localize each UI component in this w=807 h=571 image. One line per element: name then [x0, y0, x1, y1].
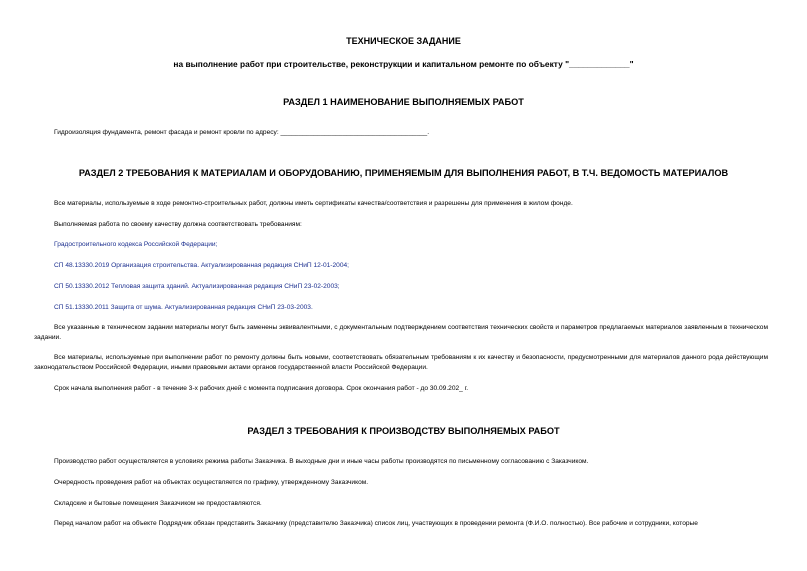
section-3-paragraph-1: Производство работ осуществляется в условиях режима работы Заказчика. В выходные дни и иные часы работы производятся по письменному согласованию с Заказчиком.	[54, 458, 589, 465]
link-sp-50[interactable]: СП 50.13330.2012 Тепловая защита зданий. Актуализированная редакция СНиП 23-02-2003;	[54, 283, 340, 290]
section-3-paragraph-3: Складские и бытовые помещения Заказчиком не предоставляются.	[54, 500, 262, 507]
document-title: ТЕХНИЧЕСКОЕ ЗАДАНИЕ	[346, 36, 461, 46]
link-sp-48[interactable]: СП 48.13330.2019 Организация строительства. Актуализированная редакция СНиП 12-01-2004;	[54, 262, 350, 269]
section-1-text: Гидроизоляция фундамента, ремонт фасада и ремонт кровли по адресу: ________________________________________.	[54, 129, 430, 136]
section-2-paragraph-1: Все материалы, используемые в ходе ремонтно-строительных работ, должны иметь сертификаты качества/соответствия и разрешены для применения в жилом фонде.	[54, 200, 573, 207]
link-sp-51[interactable]: СП 51.13330.2011 Защита от шума. Актуализированная редакция СНиП 23-03-2003.	[54, 304, 313, 311]
section-2-heading: РАЗДЕЛ 2 ТРЕБОВАНИЯ К МАТЕРИАЛАМ И ОБОРУДОВАНИЮ, ПРИМЕНЯЕМЫМ ДЛЯ ВЫПОЛНЕНИЯ РАБОТ, В Т.Ч. ВЕДОМОСТЬ МАТЕРИАЛОВ	[78, 168, 729, 178]
section-2-paragraph-5: Срок начала выполнения работ - в течение 3-х рабочих дней с момента подписания договора. Срок окончания работ - до 30.09.202_ г.	[54, 385, 469, 392]
section-1-heading: РАЗДЕЛ 1 НАИМЕНОВАНИЕ ВЫПОЛНЯЕМЫХ РАБОТ	[283, 97, 524, 107]
section-2-paragraph-2: Выполняемая работа по своему качеству должна соответствовать требованиям:	[54, 221, 302, 228]
document-subtitle: на выполнение работ при строительстве, реконструкции и капитальном ремонте по объекту "_____________"	[173, 59, 634, 69]
section-3-paragraph-2: Очередность проведения работ на объектах осуществляется по графику, утвержденному Заказчиком.	[54, 479, 369, 486]
link-grad-code[interactable]: Градостроительного кодекса Российской Федерации;	[54, 241, 218, 248]
section-3-paragraph-4: Перед началом работ на объекте Подрядчик обязан представить Заказчику (представителю Заказчика) список лиц, участвующих в проведении ремонта (Ф.И.О. полностью). Все рабочие и сотрудники, которые	[54, 520, 698, 527]
section-2-paragraph-4: Все материалы, используемые при выполнении работ по ремонту должны быть новыми, соответствовать обязательным требованиям к их качеству и безопасности, предусмотренными для материалов данного рода действующим законодательством Российской Федерации, иными правовыми актами органов государственной власти Российской Федерации.	[34, 354, 768, 371]
section-3-heading: РАЗДЕЛ 3 ТРЕБОВАНИЯ К ПРОИЗВОДСТВУ ВЫПОЛНЯЕМЫХ РАБОТ	[247, 426, 560, 436]
section-2-paragraph-3: Все указанные в техническом задании материалы могут быть заменены эквивалентными, с документальным подтверждением соответствия технических свойств и параметров предлагаемых материалов заявленным в техническом задании.	[34, 324, 768, 341]
